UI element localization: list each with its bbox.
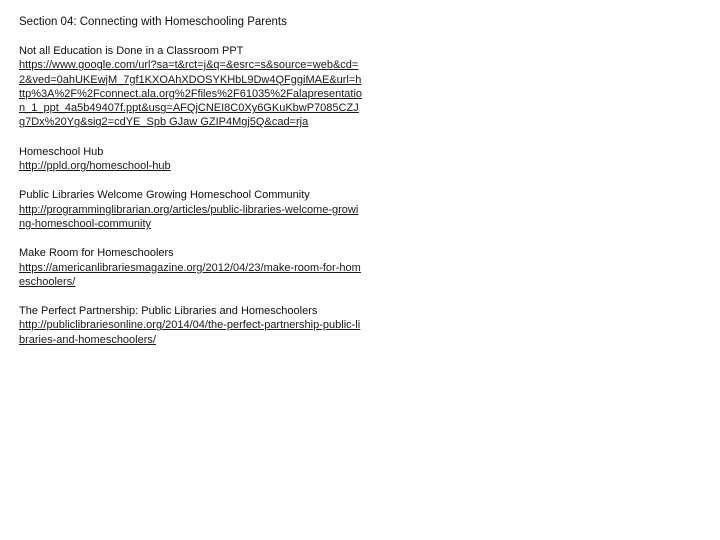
page-title: Section 04: Connecting with Homeschooling Parents xyxy=(19,16,287,28)
resource-link[interactable] xyxy=(19,203,364,232)
resource-title: The Perfect Partnership: Public Libraries and Homeschoolers xyxy=(19,305,318,318)
resource-link[interactable] xyxy=(19,318,364,347)
list-item xyxy=(19,44,364,130)
resource-url[interactable]: http://programminglibrarian.org/articles/public-libraries-welcome-growing-homeschool-community xyxy=(19,203,359,230)
resource-link[interactable] xyxy=(19,261,364,290)
resource-url[interactable]: http://publiclibrariesonline.org/2014/04/the-perfect-partnership-public-libraries-and-homeschoole xyxy=(19,319,361,346)
resource-title: Not all Education is Done in a Classroom PPT xyxy=(19,45,244,57)
resource-url-tail: rs/ xyxy=(143,333,156,346)
resource-title: Public Libraries Welcome Growing Homeschool Community xyxy=(19,189,310,202)
resource-title: Make Room for Homeschoolers xyxy=(19,247,174,260)
resource-url[interactable]: http://ppld.org/homeschool-hub xyxy=(19,160,171,173)
resource-link[interactable] xyxy=(19,159,364,173)
list-item xyxy=(19,145,364,174)
resource-url[interactable]: https://americanlibrariesmagazine.org/2012/04/23/make-room-for-homeschoolers/ xyxy=(19,261,361,288)
resource-title: Homeschool Hub xyxy=(19,145,104,158)
list-item xyxy=(19,304,364,347)
resource-url[interactable]: https://www.google.com/url?sa=t&rct=j&q=&esrc=s&source=web&cd=2&ved=0ahUKEwjM_7gf1KXOAhXDOSYKHbL9Dw4QFggiMAE&url=http%3A%2F%2Fconnect.ala.org%2Ffiles%2F61035%2Falapresentation_1_ppt_4a5b49407f.ppt&usg=AFQjCNEI8C0Xy6GKuKbwP7085CZJg7Dx%20Yg&sig2=cdYE_Spb GJaw GZIP4Mgj5Q&cad=rja xyxy=(19,59,363,129)
list-item xyxy=(19,246,364,289)
list-item xyxy=(19,188,364,231)
resource-list xyxy=(19,44,364,362)
resource-link[interactable] xyxy=(19,58,364,129)
